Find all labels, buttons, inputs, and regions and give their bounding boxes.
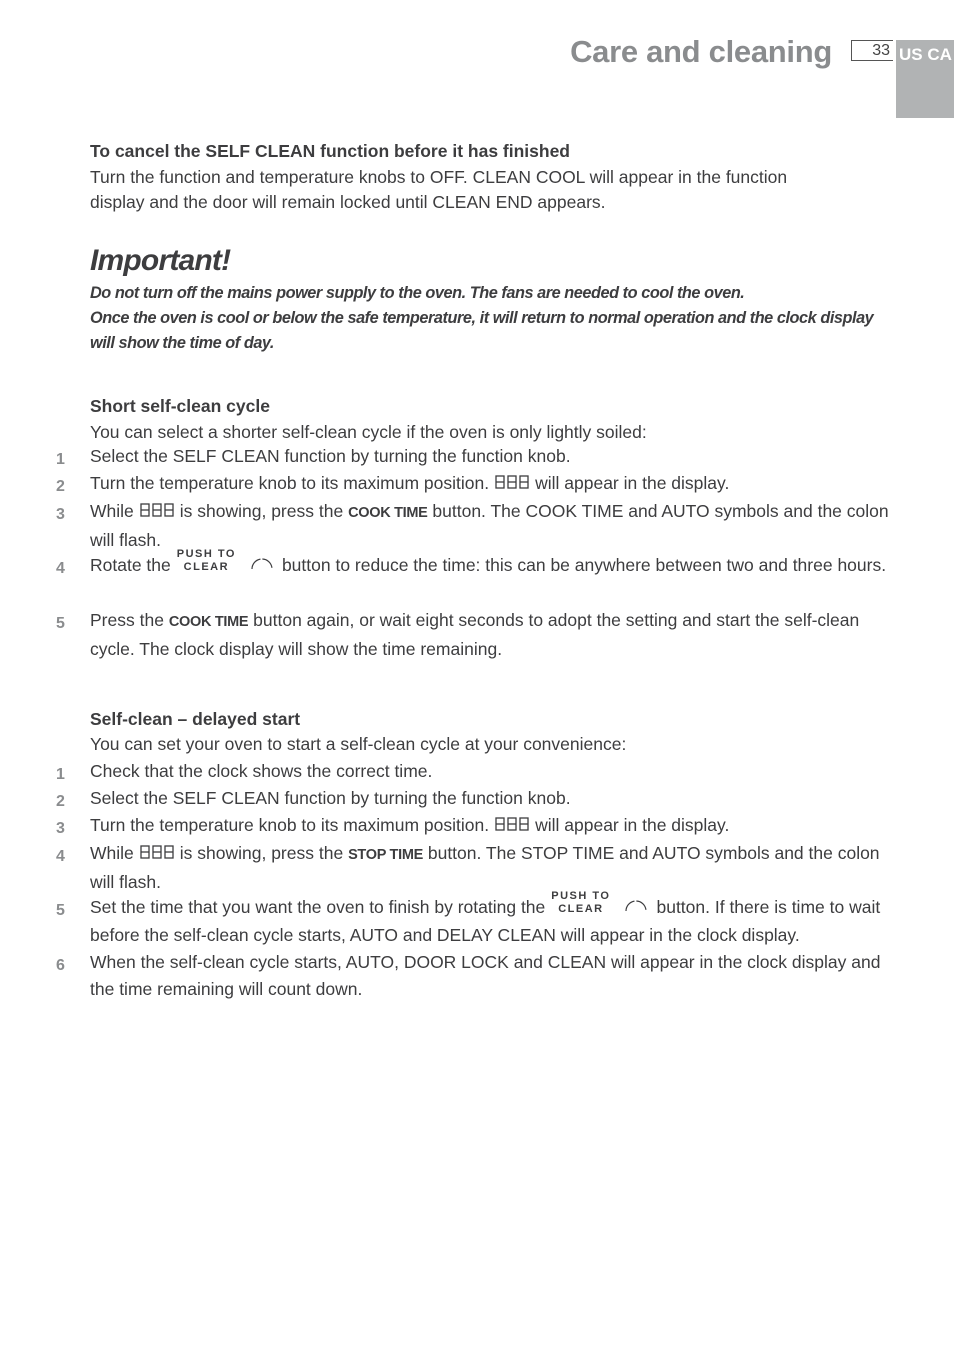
push-to-clear-line: CLEAR: [558, 903, 604, 916]
cancel-line: display and the door will remain locked until CLEAN END appears.: [90, 192, 606, 212]
segment-display-icon: [140, 841, 174, 868]
push-to-clear-line: PUSH TO: [176, 548, 236, 561]
knob-icon: [250, 551, 274, 578]
step-number: 3: [56, 506, 65, 523]
step-text-part: Check that the clock shows the correct time.: [90, 761, 433, 781]
step-text-part: button. The STOP TIME and AUTO symbols and the colon will flash.: [90, 843, 880, 892]
step-text-part: When the self-clean cycle starts, AUTO, DOOR LOCK and CLEAN will appear in the clock display and the time remaining will count down.: [90, 952, 881, 999]
knob-icon: [624, 893, 648, 920]
step-text-part: button. If there is time to wait before the self-clean cycle starts, AUTO and DELAY CLEAN will appear in the clock display.: [90, 897, 881, 945]
cancel-line: Turn the function and temperature knobs to OFF. CLEAN COOL will appear in the function: [90, 167, 788, 187]
step-number: 1: [56, 451, 65, 468]
step-text: [90, 443, 905, 470]
step-number: 2: [56, 793, 65, 810]
segment-display-icon: [495, 813, 529, 840]
step-text-part: will appear in the display.: [535, 815, 730, 835]
important-line: Once the oven is cool or below the safe temperature, it will return to normal operation and the clock display: [90, 309, 874, 327]
important-title: Important!: [90, 244, 231, 277]
step-text: [90, 758, 905, 785]
step-text-part: Turn the temperature knob to its maximum position.: [90, 473, 490, 493]
step-number: 1: [56, 766, 65, 783]
cook-time-key: COOK TIME: [168, 614, 249, 630]
step-text-part: will appear in the display.: [535, 473, 730, 493]
important-line: will show the time of day.: [90, 334, 275, 352]
delayed-intro: You can set your oven to start a self-clean cycle at your convenience:: [90, 734, 627, 754]
step-text-part: button again, or wait eight seconds to adopt the setting and start the self-clean cycle. The clock display will show the time remaining.: [90, 610, 860, 659]
page-title: Care and cleaning: [570, 34, 832, 69]
short-cycle-heading: Short self-clean cycle: [90, 396, 270, 416]
cancel-heading: To cancel the SELF CLEAN function before it has finished: [90, 141, 570, 161]
step-text-part: button. The COOK TIME and AUTO symbols and the colon will flash.: [90, 501, 889, 550]
step-text-part: is showing, press the: [179, 501, 344, 521]
step-number: 2: [56, 478, 65, 495]
push-to-clear-line: PUSH TO: [551, 890, 611, 903]
step-text: [90, 498, 905, 554]
step-text: [90, 785, 905, 812]
step-text-part: Rotate the: [90, 555, 171, 575]
important-line: Do not turn off the mains power supply to the oven. The fans are needed to cool the oven.: [90, 284, 745, 302]
step-text-part: button to reduce the time: this can be anywhere between two and three hours.: [281, 555, 887, 575]
region-tab: US CA: [896, 40, 954, 118]
step-number: 4: [56, 848, 65, 865]
step-text: [90, 949, 905, 1003]
step-text-part: While: [90, 843, 134, 863]
push-to-clear-label: [177, 548, 236, 574]
step-text-part: Press the: [90, 610, 164, 630]
step-text-part: Set the time that you want the oven to finish by rotating the: [90, 897, 546, 917]
step-text-part: Turn the temperature knob to its maximum position.: [90, 815, 490, 835]
step-number: 5: [56, 615, 65, 632]
stop-time-key: STOP TIME: [348, 847, 423, 863]
step-text: [90, 470, 905, 498]
step-text: [90, 548, 905, 580]
step-text-part: Select the SELF CLEAN function by turning the function knob.: [90, 788, 571, 808]
segment-display-icon: [495, 471, 529, 498]
cancel-text: [90, 165, 900, 215]
step-number: 3: [56, 820, 65, 837]
delayed-heading: Self-clean – delayed start: [90, 709, 301, 729]
step-text: [90, 890, 905, 949]
step-text-part: is showing, press the: [179, 843, 344, 863]
step-text-part: While: [90, 501, 134, 521]
push-to-clear-label: [551, 890, 610, 916]
segment-display-icon: [140, 499, 174, 526]
step-number: 6: [56, 957, 65, 974]
step-text: [90, 840, 905, 896]
short-cycle-intro: You can select a shorter self-clean cycle if the oven is only lightly soiled:: [90, 422, 647, 442]
step-number: 4: [56, 560, 65, 577]
push-to-clear-line: CLEAR: [183, 561, 230, 574]
step-text: [90, 812, 905, 840]
step-text: [90, 607, 905, 663]
cook-time-key: COOK TIME: [348, 505, 428, 521]
step-text-part: Select the SELF CLEAN function by turning the function knob.: [90, 446, 571, 466]
important-text: [90, 281, 905, 356]
step-number: 5: [56, 902, 65, 919]
page-number: 33: [851, 40, 893, 61]
